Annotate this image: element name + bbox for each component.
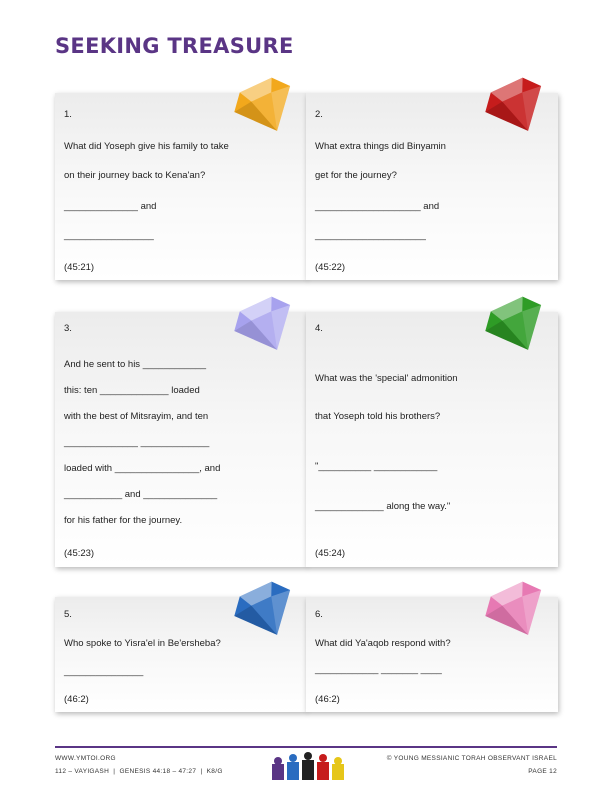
footer-divider [55,746,557,748]
answer-blank: "__________ ____________ [315,461,438,472]
green-gem-icon [483,291,549,357]
answer-blank: ____________ _______ ____ [315,664,442,675]
answer-blank: _________________ [64,230,154,241]
scripture-reference: (45:22) [315,262,346,273]
question-number: 4. [315,323,323,334]
yellow-gem-icon [232,72,298,138]
red-gem-icon [483,72,549,138]
question-text: with the best of Mitsrayim, and ten [64,411,209,422]
answer-blank: ______________ and [64,201,157,212]
answer-blank: _____________ along the way." [315,501,451,512]
footer-lesson-info: 112 – VAYIGASH | GENESIS 44:18 – 47:27 | K8/G [55,768,223,775]
footer-grade: K8/G [206,768,223,775]
answer-blank: ___________ and ______________ [64,489,218,500]
scripture-reference: (45:24) [315,548,346,559]
ymtoi-logo-figures-icon [270,752,350,782]
question-number: 2. [315,109,323,120]
blue-gem-icon [232,576,298,642]
footer-copyright: © YOUNG MESSIANIC TORAH OBSERVANT ISRAEL [386,755,557,762]
question-number: 3. [64,323,72,334]
page-title: SEEKING TREASURE [55,34,294,58]
scripture-reference: (46:2) [315,694,340,705]
question-text: for his father for the journey. [64,515,183,526]
question-number: 1. [64,109,72,120]
scripture-reference: (46:2) [64,694,89,705]
lavender-gem-icon [232,291,298,357]
question-text: Who spoke to Yisra'el in Be'ersheba? [64,638,221,649]
question-text: And he sent to his ____________ [64,359,207,370]
question-text: What did Yoseph give his family to take [64,141,229,152]
answer-blank: ______________ _____________ [64,437,210,448]
answer-blank: _____________________ [315,230,426,241]
question-text: What extra things did Binyamin [315,141,446,152]
footer-page-number: PAGE 12 [528,768,557,775]
scripture-reference: (45:21) [64,262,95,273]
answer-blank: _______________ [64,666,144,677]
question-number: 5. [64,609,72,620]
footer-scripture: GENESIS 44:18 – 47:27 [119,768,197,775]
answer-blank: ____________________ and [315,201,440,212]
question-text: get for the journey? [315,170,397,181]
question-text: on their journey back to Kena'an? [64,170,206,181]
question-text: that Yoseph told his brothers? [315,411,441,422]
footer-website: WWW.YMTOI.ORG [55,755,116,762]
scripture-reference: (45:23) [64,548,95,559]
question-number: 6. [315,609,323,620]
pink-gem-icon [483,576,549,642]
question-text: this: ten _____________ loaded [64,385,200,396]
question-text: What was the 'special' admonition [315,373,458,384]
footer-lesson: 112 – VAYIGASH [55,768,110,775]
question-text: loaded with ________________, and [64,463,221,474]
question-text: What did Ya'aqob respond with? [315,638,451,649]
